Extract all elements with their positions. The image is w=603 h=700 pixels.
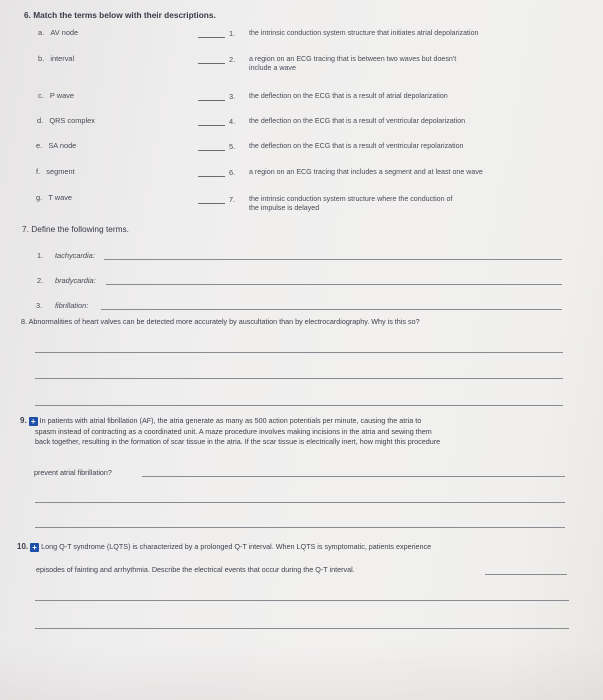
desc-number: 3. xyxy=(229,92,236,101)
q9-question: prevent atrial fibrillation? xyxy=(34,468,112,477)
q7-title: 7. Define the following terms. xyxy=(22,224,129,234)
term-row xyxy=(38,91,74,100)
term-label: SA node xyxy=(48,141,77,150)
q7-term: fibrillation: xyxy=(55,301,89,310)
term-row xyxy=(37,116,95,125)
desc-text: the deflection on the ECG that is a result of atrial depolarization xyxy=(249,92,448,100)
q7-term: bradycardia: xyxy=(55,276,96,285)
term-letter: b. xyxy=(38,54,45,63)
q10-paragraph xyxy=(17,542,587,553)
q10-answer-line-1[interactable] xyxy=(485,574,567,575)
q10-answer-line-3[interactable] xyxy=(35,628,569,629)
answer-line-tachycardia[interactable] xyxy=(104,259,562,260)
desc-text: the intrinsic conduction system structure where the conduction of xyxy=(249,195,453,203)
term-label: segment xyxy=(46,167,75,176)
term-row xyxy=(36,193,72,202)
q7-number: 3. xyxy=(36,301,43,310)
q7-term: tachycardia: xyxy=(55,251,95,260)
answer-blank-4[interactable] xyxy=(198,125,225,126)
desc-text: a region on an ECG tracing that includes a segment and at least one wave xyxy=(249,168,483,176)
q7-number: 2. xyxy=(37,276,44,285)
desc-number: 2. xyxy=(229,55,236,64)
answer-blank-6[interactable] xyxy=(198,176,225,177)
answer-line-fibrillation[interactable] xyxy=(101,309,562,310)
term-row xyxy=(38,54,74,63)
answer-line-bradycardia[interactable] xyxy=(106,284,562,285)
page-shadow xyxy=(0,645,603,700)
desc-number: 6. xyxy=(229,168,236,177)
q9-line: In patients with atrial fibrillation (AF), the atria generate as many as 500 action potentials per minute, causing the atria to xyxy=(39,416,422,425)
term-letter: c. xyxy=(38,91,44,100)
q9-line: back together, resulting in the formation of scar tissue in the atria. If the scar tissue is electrically inert, how might this procedure xyxy=(35,437,441,446)
desc-text: the deflection on the ECG that is a result of ventricular depolarization xyxy=(249,117,466,125)
term-letter: e. xyxy=(36,141,43,150)
q9-answer-line-1[interactable] xyxy=(142,476,565,477)
q8-answer-line-1[interactable] xyxy=(35,352,563,353)
answer-blank-7[interactable] xyxy=(198,203,225,204)
term-label: AV node xyxy=(50,28,79,37)
q10-number: 10. xyxy=(17,542,29,551)
term-letter: a. xyxy=(38,28,45,37)
term-letter: d. xyxy=(37,116,44,125)
desc-text: a region on an ECG tracing that is between two waves but doesn't xyxy=(249,55,457,63)
term-letter: g. xyxy=(36,193,43,202)
term-label: interval xyxy=(50,54,75,63)
q8-text: 8. Abnormalities of heart valves can be detected more accurately by auscultation than by electrocardiography. Why is this so? xyxy=(21,317,420,326)
term-row xyxy=(36,141,76,150)
q7-number: 1. xyxy=(37,251,44,260)
q10-line: Long Q-T syndrome (LQTS) is characterized by a prolonged Q-T interval. When LQTS is symptomatic, patients experience xyxy=(41,542,432,551)
q9-paragraph xyxy=(20,416,580,448)
q9-answer-line-2[interactable] xyxy=(35,502,565,503)
answer-blank-1[interactable] xyxy=(198,37,225,38)
term-label: T wave xyxy=(48,193,73,202)
term-row xyxy=(36,167,75,176)
term-row xyxy=(38,28,78,37)
term-letter: f. xyxy=(36,167,41,176)
q9-number: 9. xyxy=(20,416,27,425)
answer-blank-5[interactable] xyxy=(198,150,225,151)
q10-answer-line-2[interactable] xyxy=(35,600,569,601)
desc-text: the impulse is delayed xyxy=(249,204,320,212)
plus-icon: + xyxy=(30,543,39,552)
q8-answer-line-3[interactable] xyxy=(35,405,563,406)
desc-text: the deflection on the ECG that is a result of ventricular repolarization xyxy=(249,142,464,150)
answer-blank-3[interactable] xyxy=(198,100,225,101)
desc-text: include a wave xyxy=(249,64,296,72)
desc-number: 5. xyxy=(229,142,236,151)
desc-number: 7. xyxy=(229,195,236,204)
desc-text: the intrinsic conduction system structure that initiates atrial depolarization xyxy=(249,29,479,37)
term-label: QRS complex xyxy=(49,116,95,125)
q9-line: spasm instead of contracting as a coordinated unit. A maze procedure involves making incisions in the atria and sewing them xyxy=(35,426,432,436)
term-label: P wave xyxy=(49,91,75,100)
q10-question: episodes of fainting and arrhythmia. Describe the electrical events that occur during the Q-T interval. xyxy=(36,565,355,574)
desc-number: 1. xyxy=(229,29,236,38)
plus-icon: + xyxy=(29,417,38,426)
answer-blank-2[interactable] xyxy=(198,63,225,64)
desc-number: 4. xyxy=(229,117,236,126)
q9-answer-line-3[interactable] xyxy=(35,527,565,528)
q8-answer-line-2[interactable] xyxy=(35,378,563,379)
q6-title: 6. Match the terms below with their descriptions. xyxy=(24,10,216,20)
